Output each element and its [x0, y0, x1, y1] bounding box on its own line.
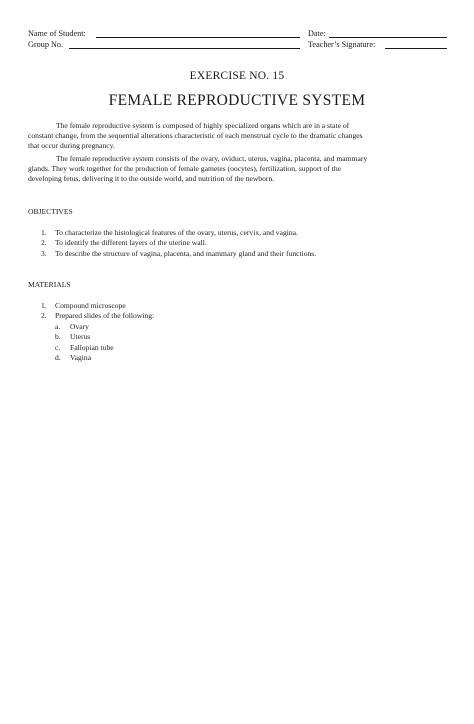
paragraph-line: developing fetus, delivering it to the outside world, and nutrition of the newborn.: [28, 173, 275, 183]
objectives-heading: OBJECTIVES: [28, 207, 73, 216]
list-item: [41, 301, 154, 311]
date-label: Date:: [308, 29, 326, 38]
teacher-signature-label: Teacher’s Signature:: [308, 40, 376, 49]
header-row-group: [28, 39, 448, 51]
student-name-label: Name of Student:: [28, 29, 86, 38]
sublist-letter: c.: [55, 342, 61, 352]
list-item: [41, 228, 316, 238]
list-text: To identify the different layers of the uterine wall.: [55, 238, 207, 248]
sublist-letter: d.: [55, 353, 61, 363]
group-no-field[interactable]: [69, 48, 300, 49]
sublist-item: [55, 322, 154, 332]
paragraph-line: glands. They work together for the production of female gametes (oocytes), fertilization, support of the: [28, 163, 342, 173]
list-number: 2.: [41, 311, 47, 321]
sublist-letter: b.: [55, 332, 61, 342]
list-text: Compound microscope: [55, 301, 126, 310]
exercise-number: EXERCISE NO. 15: [189, 70, 285, 82]
sublist-text: Uterus: [70, 332, 91, 342]
list-number: 2.: [41, 238, 47, 248]
sublist-item: [55, 332, 154, 342]
list-text: To describe the structure of vagina, placenta, and mammary gland and their functions.: [55, 248, 317, 258]
materials-list: [41, 301, 154, 363]
paragraph-line: The female reproductive system consists of the ovary, oviduct, uterus, vagina, placenta, and mammary: [56, 154, 368, 163]
sublist-text: Ovary: [70, 321, 89, 331]
objectives-list: [41, 228, 316, 259]
sublist-item: [55, 343, 154, 353]
list-number: 1.: [41, 301, 47, 310]
sublist-item: [55, 353, 154, 363]
slides-sublist: [55, 322, 154, 364]
paragraph-line: constant change, from the sequential alterations characteristic of each menstrual cycle to the dramatic changes: [28, 130, 363, 140]
page-title: FEMALE REPRODUCTIVE SYSTEM: [108, 92, 366, 109]
materials-heading: MATERIALS: [28, 280, 71, 289]
list-item: [41, 311, 154, 363]
intro-paragraph-1: [28, 121, 446, 151]
list-number: 1.: [41, 228, 47, 237]
date-field[interactable]: [329, 37, 447, 38]
intro-paragraph-2: [28, 154, 446, 184]
teacher-signature-field[interactable]: [385, 48, 447, 49]
list-item: [41, 249, 316, 259]
sublist-text: Vagina: [70, 353, 92, 363]
list-text: Prepared slides of the following:: [55, 311, 155, 321]
student-name-field[interactable]: [96, 37, 300, 38]
list-item: [41, 238, 316, 248]
paragraph-line: The female reproductive system is composed of highly specialized organs which are in a state of: [56, 121, 350, 130]
sublist-letter: a.: [55, 321, 61, 331]
group-no-label: Group No.: [28, 40, 64, 49]
sublist-text: Fallopian tube: [70, 342, 114, 352]
list-number: 3.: [41, 248, 47, 258]
list-text: To characterize the histological features of the ovary, uterus, cervix, and vagina.: [55, 228, 298, 237]
paragraph-line: that occur during pregnancy.: [28, 140, 115, 150]
